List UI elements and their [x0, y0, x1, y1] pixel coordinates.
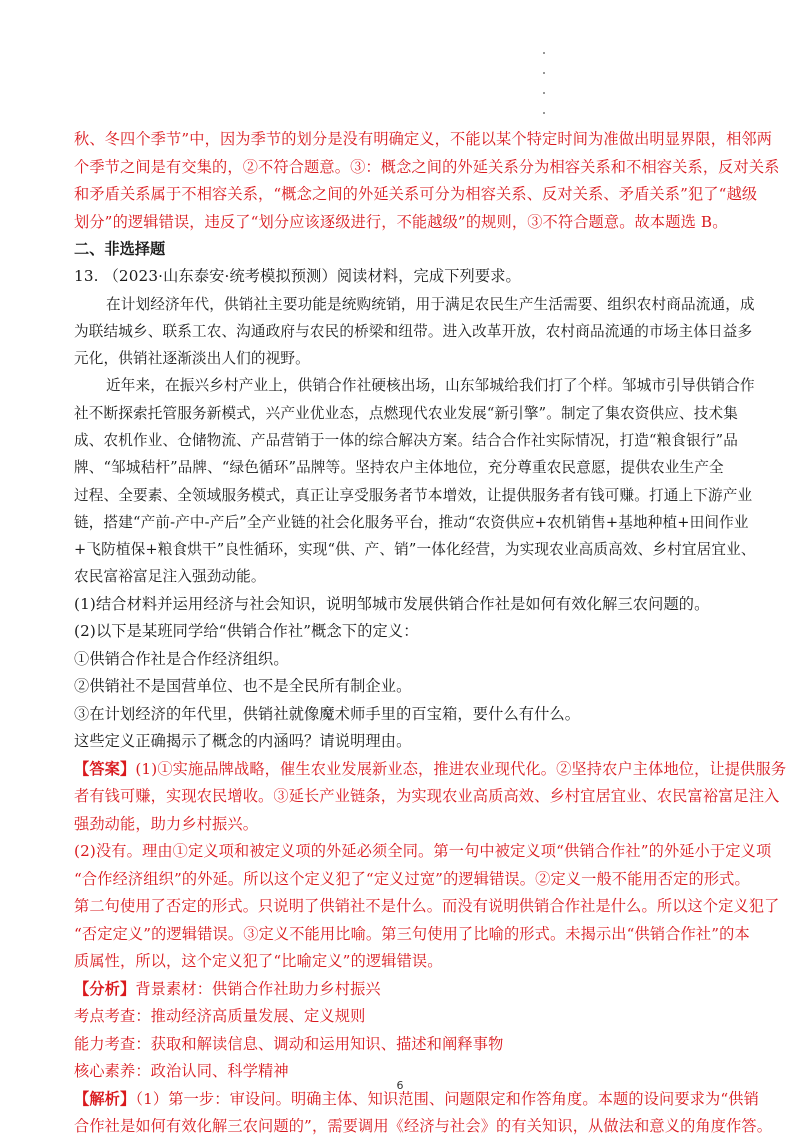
question-13: [74, 263, 756, 756]
analysis-ability: 能力考查：获取和解读信息、调动和运用知识、描述和阐释事物: [74, 1034, 504, 1053]
text-line: 牌、“邹城秸杆”品牌、“绿色循环”品牌等。坚持农户主体地位，充分尊重农民意愿，提供农业生产全: [74, 459, 724, 477]
text-line: 第二句使用了否定的形式。只说明了供销社不是什么。而没有说明供销合作社是什么。所以这个定义犯了: [74, 897, 780, 916]
text-line: 为联结城乡、联系工农、沟通政府与农民的桥梁和纽带。进入改革开放，农村商品流通的市场主体日益多: [74, 322, 753, 340]
definition-3: ③在计划经济的年代里，供销社就像魔术师手里的百宝箱，要什么有什么。: [74, 704, 581, 723]
text-line: 质属性，所以，这个定义犯了“比喻定义”的逻辑错误。: [74, 952, 443, 971]
margin-dots: [543, 52, 549, 132]
text-line: 合作社是如何有效化解三农问题的”，需要调用《经济与社会》的有关知识，从做法和意义的角度作答。: [74, 1117, 773, 1136]
text-line: 个季节之间是有交集的，②不符合题意。③：概念之间的外延关系分为相容关系和不相容关系，反对关系: [74, 157, 780, 176]
question-header: 13. （2023·山东泰安·统考模拟预测）阅读材料，完成下列要求。: [74, 267, 521, 285]
answer-block: [74, 756, 787, 976]
text-line: 划分”的逻辑错误，违反了“划分应该逐级进行，不能越级”的规则，③不符合题意。故本题选 B。: [74, 212, 728, 231]
definition-2: ②供销社不是国营单位、也不是全民所有制企业。: [74, 677, 412, 696]
material-paragraph-1: [74, 291, 755, 373]
analysis-line: [74, 976, 734, 1004]
previous-answer-continuation: [74, 126, 780, 236]
sub-question-1: (1)结合材料并运用经济与社会知识，说明邹城市发展供销合作社是如何有效化解三农问题的。: [74, 594, 710, 613]
text-line: 农民富裕富足注入强劲动能。: [74, 568, 266, 586]
answer-text: (1)①实施品牌战略，催生农业发展新业态，推进农业现代化。②坚持农户主体地位，让提供服务: [135, 759, 787, 778]
section-title: 二、非选择题: [74, 240, 166, 258]
text-line: +飞防植保+粮食烘干”良性循环，实现“供、产、销”一体化经营，为实现农业高质高效、乡村宜居宜业、: [74, 541, 756, 559]
question-ask: 这些定义正确揭示了概念的内涵吗？请说明理由。: [74, 732, 412, 751]
text-line: 秋、冬四个季节”中，因为季节的划分是没有明确定义，不能以某个特定时间为准做出明显界限，相邻两: [74, 130, 773, 148]
text-line: 在计划经济年代，供销社主要功能是统购统销，用于满足农民生产生活需要、组织农村商品流通，成: [106, 295, 755, 313]
explanation-tag: 【解析】: [74, 1089, 136, 1108]
analysis-block: [74, 976, 734, 1086]
analysis-background: 背景素材：供销合作社助力乡村振兴: [135, 979, 381, 998]
text-line: 过程、全要素、全领域服务模式，真正让享受服务者节本增效，让提供服务者有钱可赚。打通上下游产业: [74, 486, 753, 504]
analysis-literacy: 核心素养：政治认同、科学精神: [74, 1062, 289, 1081]
text-line: 元化，供销社逐渐淡出人们的视野。: [74, 350, 310, 368]
text-line: 链，搭建“产前-产中-产后”全产业链的社会化服务平台，推动“农资供应+农机销售+基地种植+田间作业: [74, 513, 749, 531]
text-line: (2)没有。理由①定义项和被定义项的外延必须全同。第一句中被定义项“供销合作社”的外延小于定义项: [74, 842, 772, 861]
text-line: 成、农机作业、仓储物流、产品营销于一体的综合解决方案。结合合作社实际情况，打造“粮食银行”品: [74, 431, 738, 449]
answer-tag: 【答案】: [74, 759, 136, 778]
text-line: 社不断探索托管服务新模式，兴产业优业态，点燃现代农业发展“新引擎”。制定了集农资供应、技术集: [74, 404, 738, 422]
document-page: [74, 126, 787, 1141]
explanation-block: [74, 1086, 773, 1141]
analysis-points: 考点考查：推动经济高质量发展、定义规则: [74, 1007, 366, 1026]
page-number: 6: [396, 1079, 404, 1092]
text-line: “合作经济组织”的外延。所以这个定义犯了“定义过宽”的逻辑错误。②定义一般不能用否定的形式。: [74, 869, 750, 888]
analysis-tag: 【分析】: [74, 979, 136, 998]
text-line: 强劲动能，助力乡村振兴。: [74, 814, 259, 833]
text-line: “否定定义”的逻辑错误。③定义不能用比喻。第三句使用了比喻的形式。未揭示出“供销合作社”的本: [74, 924, 750, 943]
sub-question-2: (2)以下是某班同学给“供销合作社”概念下的定义：: [74, 622, 419, 641]
material-paragraph-2: [74, 372, 756, 590]
text-line: 者有钱可赚，实现农民增收。③延长产业链条，为实现农业高质高效、乡村宜居宜业、农民富裕富足注入: [74, 787, 780, 806]
explanation-text: （1）第一步：审设问。明确主体、知识范围、问题限定和作答角度。本题的设问要求为“供销: [135, 1089, 759, 1108]
text-line: 和矛盾关系属于不相容关系，“概念之间的外延关系可分为相容关系、反对关系、矛盾关系”犯了“越级: [74, 185, 758, 203]
text-line: 近年来，在振兴乡村产业上，供销合作社硬核出场，山东邹城给我们打了个样。邹城市引导供销合作: [106, 377, 755, 395]
answer-line: [74, 756, 787, 784]
definition-1: ①供销合作社是合作经济组织。: [74, 649, 289, 668]
